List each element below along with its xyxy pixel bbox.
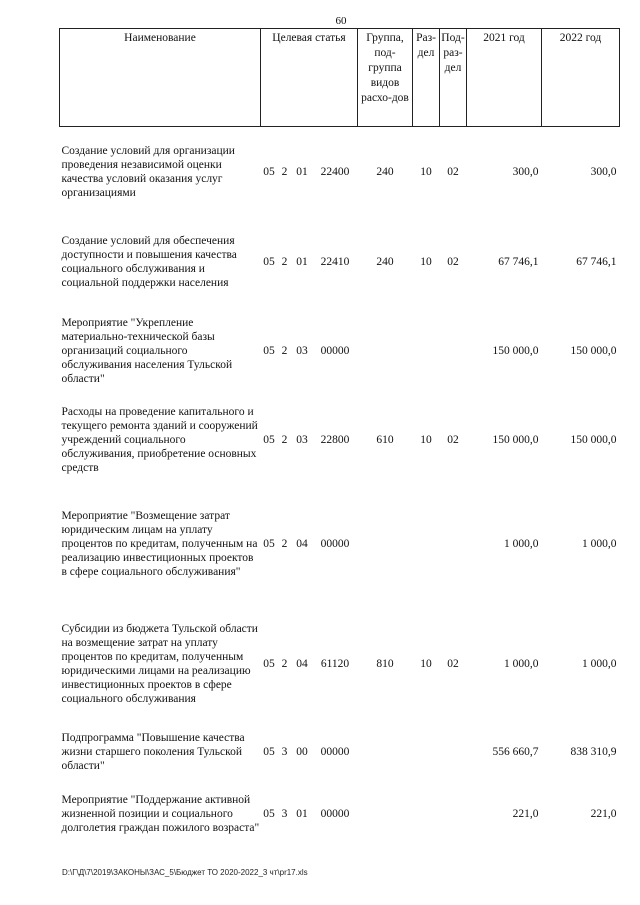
code-program: 05 [263, 745, 275, 758]
code-event: 00 [296, 745, 308, 758]
amount-2021: 150 000,0 [492, 344, 539, 357]
code-event: 03 [296, 344, 308, 357]
row-name: Создание условий для организации проведения независимой оценки качества условий оказания услуг организациями [61, 144, 235, 199]
subsection [440, 725, 467, 779]
table-row [60, 603, 620, 725]
subsection: 02 [447, 657, 459, 670]
code-program: 05 [263, 537, 275, 550]
code-event: 03 [296, 433, 308, 446]
code-program: 05 [263, 433, 275, 446]
code-direction: 00000 [320, 537, 350, 550]
table-row [60, 395, 620, 485]
table-row [60, 725, 620, 779]
amount-2021: 1 000,0 [504, 657, 539, 670]
code-program: 05 [263, 165, 275, 178]
code-event: 04 [296, 657, 308, 670]
expense-group: 240 [376, 255, 394, 268]
code-direction: 22400 [320, 165, 350, 178]
code-event: 01 [296, 165, 308, 178]
section [413, 725, 440, 779]
amount-2021: 150 000,0 [492, 433, 539, 446]
expense-group [358, 779, 413, 849]
code-direction: 22800 [320, 433, 350, 446]
code-direction: 00000 [320, 344, 350, 357]
table-row [60, 307, 620, 395]
expense-group [358, 485, 413, 603]
amount-2022: 838 310,9 [570, 745, 617, 758]
header-name: Наименование [60, 29, 261, 127]
table-row [60, 485, 620, 603]
expense-group [358, 307, 413, 395]
header-year-2021: 2021 год [467, 29, 542, 127]
amount-2021: 1 000,0 [504, 537, 539, 550]
expense-group [358, 725, 413, 779]
subsection: 02 [447, 255, 459, 268]
section [413, 485, 440, 603]
amount-2022: 150 000,0 [570, 433, 617, 446]
subsection [440, 485, 467, 603]
code-subprogram: 3 [281, 745, 288, 758]
header-group: Группа, под-группа видов расхо-дов [358, 29, 413, 127]
expense-group: 240 [376, 165, 394, 178]
amount-2022: 1 000,0 [582, 537, 617, 550]
code-direction: 61120 [320, 657, 350, 670]
section [413, 307, 440, 395]
subsection [440, 307, 467, 395]
code-direction: 00000 [320, 745, 350, 758]
section: 10 [420, 255, 432, 268]
amount-2022: 1 000,0 [582, 657, 617, 670]
amount-2021: 300,0 [512, 165, 539, 178]
amount-2022: 67 746,1 [576, 255, 617, 268]
header-target-article: Целевая статья [261, 29, 358, 127]
budget-table [59, 28, 620, 849]
amount-2021: 67 746,1 [498, 255, 539, 268]
amount-2022: 300,0 [590, 165, 617, 178]
code-direction: 22410 [320, 255, 350, 268]
file-path-footer: D:\Г\Д\7\2019\ЗАКОНЫ\ЗАС_5\Бюджет ТО 2020-2022_3 чт\pr17.xls [62, 868, 308, 877]
code-subprogram: 2 [281, 537, 288, 550]
page-number: 60 [335, 15, 347, 27]
header-section: Раз-дел [413, 29, 440, 127]
row-name: Мероприятие "Поддержание активной жизненной позиции и социального долголетия граждан пожилого возраста" [61, 793, 260, 834]
subsection [440, 779, 467, 849]
section: 10 [420, 657, 432, 670]
header-subsection: Под-раз-дел [440, 29, 467, 127]
row-name: Расходы на проведение капитального и текущего ремонта зданий и сооружений учреждений социального обслуживания, приобретение основных средств [61, 405, 258, 474]
table-row [60, 127, 620, 217]
section [413, 779, 440, 849]
code-subprogram: 2 [281, 657, 288, 670]
amount-2022: 150 000,0 [570, 344, 617, 357]
amount-2021: 221,0 [512, 807, 539, 820]
subsection: 02 [447, 165, 459, 178]
subsection: 02 [447, 433, 459, 446]
table-row [60, 217, 620, 307]
code-direction: 00000 [320, 807, 350, 820]
amount-2021: 556 660,7 [492, 745, 539, 758]
section: 10 [420, 433, 432, 446]
code-event: 01 [296, 807, 308, 820]
expense-group: 810 [376, 657, 394, 670]
code-subprogram: 3 [281, 807, 288, 820]
code-program: 05 [263, 344, 275, 357]
row-name: Субсидии из бюджета Тульской области на возмещение затрат на уплату процентов по кредитам, полученным юридическими лицами на реализацию инвестиционных проектов в сфере социального обслуживания [61, 622, 258, 705]
row-name: Создание условий для обеспечения доступности и повышения качества социального обслуживания и социальной поддержки населения [61, 234, 237, 289]
table-row [60, 779, 620, 849]
code-subprogram: 2 [281, 255, 288, 268]
code-program: 05 [263, 657, 275, 670]
code-program: 05 [263, 255, 275, 268]
row-name: Мероприятие "Возмещение затрат юридическим лицам на уплату процентов по кредитам, полученным на реализацию инвестиционных проектов в сфере социального обслуживания" [61, 509, 258, 578]
expense-group: 610 [376, 433, 394, 446]
code-subprogram: 2 [281, 165, 288, 178]
code-subprogram: 2 [281, 433, 288, 446]
code-subprogram: 2 [281, 344, 288, 357]
code-program: 05 [263, 807, 275, 820]
code-event: 04 [296, 537, 308, 550]
section: 10 [420, 165, 432, 178]
row-name: Мероприятие "Укрепление материально-технической базы организаций социального обслуживания населения Тульской области" [61, 316, 233, 385]
code-event: 01 [296, 255, 308, 268]
header-year-2022: 2022 год [542, 29, 620, 127]
amount-2022: 221,0 [590, 807, 617, 820]
row-name: Подпрограмма "Повышение качества жизни старшего поколения Тульской области" [61, 731, 245, 772]
